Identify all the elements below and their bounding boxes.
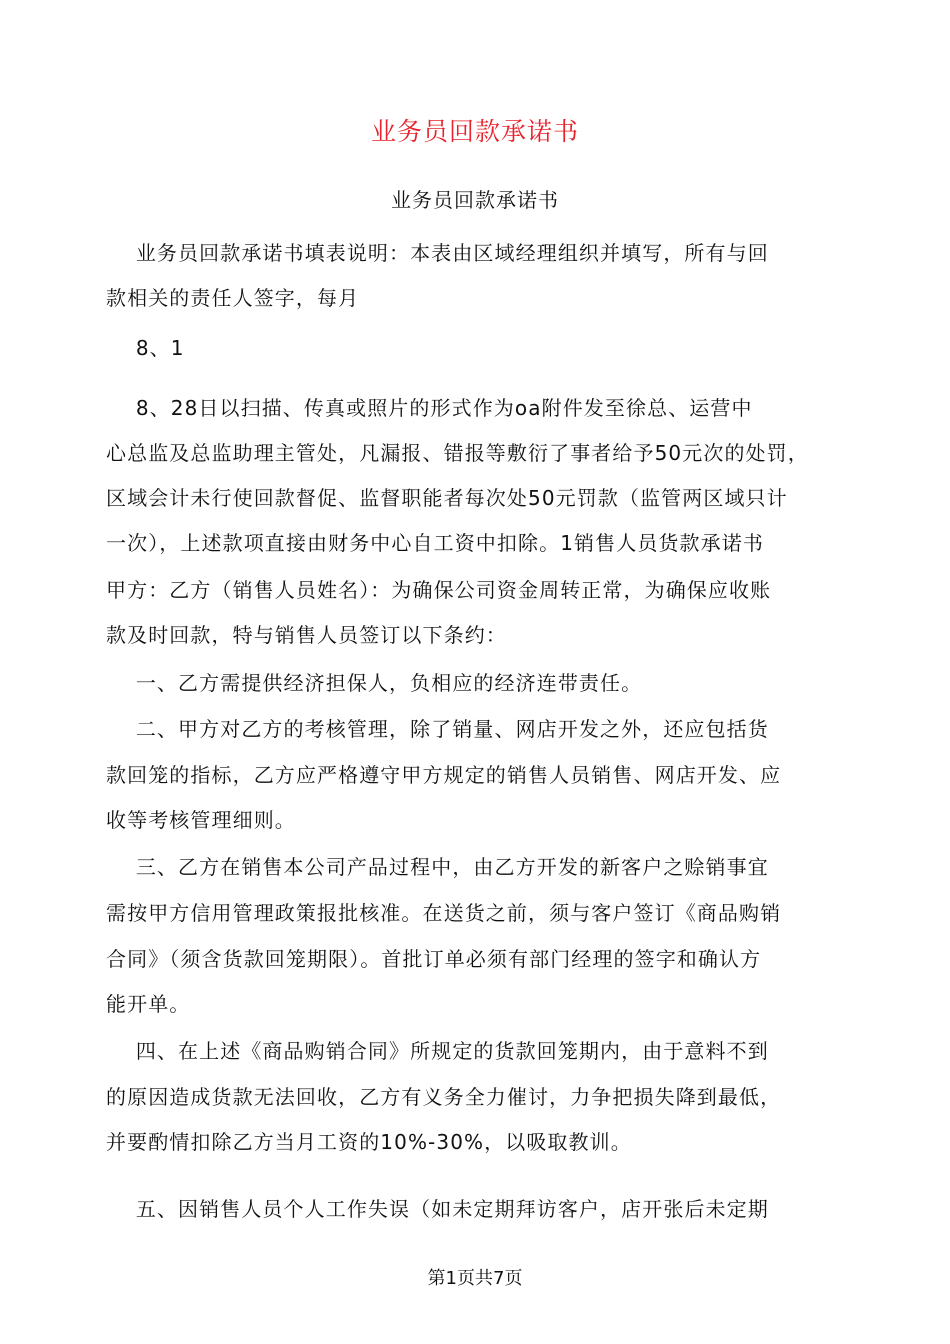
body-line: 合同》（须含货款回笼期限）。首批订单必须有部门经理的签字和确认方 bbox=[106, 947, 762, 971]
body-line: 收等考核管理细则。 bbox=[106, 808, 296, 832]
body-line: 能开单。 bbox=[106, 992, 191, 1016]
document-title: 业务员回款承诺书 bbox=[370, 117, 579, 146]
body-line: 业务员回款承诺书填表说明：本表由区域经理组织并填写，所有与回 bbox=[106, 241, 769, 265]
body-line: 8、1 bbox=[106, 336, 185, 360]
body-line: 需按甲方信用管理政策报批核准。在送货之前，须与客户签订《商品购销 bbox=[106, 901, 782, 925]
body-line: 款相关的责任人签字，每月 bbox=[106, 286, 360, 310]
body-line: 二、甲方对乙方的考核管理，除了销量、网店开发之外，还应包括货 bbox=[106, 717, 769, 741]
body-line: 心总监及总监助理主管处，凡漏报、错报等敷衍了事者给予50元次的处罚， bbox=[106, 441, 809, 465]
body-line: 的原因造成货款无法回收，乙方有义务全力催讨，力争把损失降到最低， bbox=[106, 1085, 782, 1109]
body-line: 并要酌情扣除乙方当月工资的10%-30%，以吸取教训。 bbox=[106, 1130, 632, 1154]
body-line: 五、因销售人员个人工作失误（如未定期拜访客户，店开张后未定期 bbox=[106, 1197, 769, 1221]
body-line: 四、在上述《商品购销合同》所规定的货款回笼期内，由于意料不到 bbox=[106, 1039, 769, 1063]
body-line: 甲方：乙方（销售人员姓名）：为确保公司资金周转正常，为确保应收账 bbox=[106, 578, 772, 602]
page-number-footer: 第1页共7页 bbox=[427, 1268, 523, 1289]
body-line: 三、乙方在销售本公司产品过程中，由乙方开发的新客户之赊销事宜 bbox=[106, 855, 769, 879]
body-line: 一、乙方需提供经济担保人，负相应的经济连带责任。 bbox=[106, 671, 643, 695]
body-line: 款回笼的指标，乙方应严格遵守甲方规定的销售人员销售、网店开发、应 bbox=[106, 763, 782, 787]
body-line: 区域会计未行使回款督促、监督职能者每次处50元罚款（监管两区域只计 bbox=[106, 486, 788, 510]
body-line: 款及时回款，特与销售人员签订以下条约： bbox=[106, 623, 507, 647]
document-subtitle: 业务员回款承诺书 bbox=[391, 188, 559, 212]
body-line: 一次），上述款项直接由财务中心自工资中扣除。1销售人员货款承诺书 bbox=[106, 531, 764, 555]
body-line: 8、28日以扫描、传真或照片的形式作为oa附件发至徐总、运营中 bbox=[106, 396, 753, 420]
